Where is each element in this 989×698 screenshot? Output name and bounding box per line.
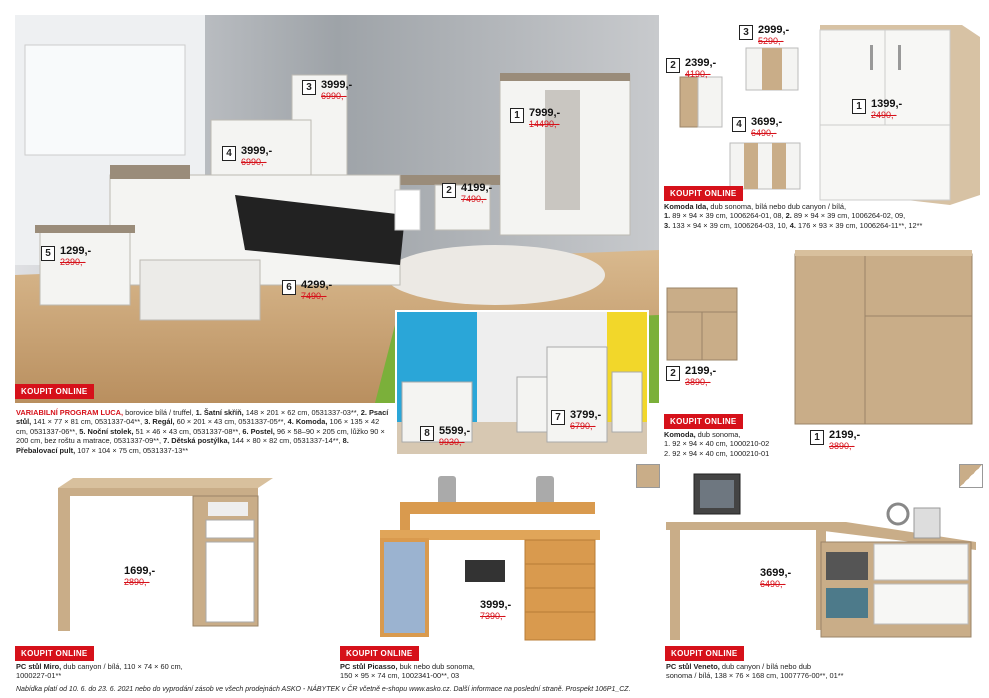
price: 3999,- <box>480 599 512 611</box>
item-number: 4 <box>732 117 746 132</box>
ida-price-3 <box>739 25 789 46</box>
price: 2199,- <box>685 365 717 377</box>
item-number: 5 <box>41 246 55 261</box>
miro-caption: PC stůl Miro, dub canyon / bílá, 110 × 74 × 60 cm, 1000227-01** <box>16 662 183 681</box>
price: 1699,- <box>124 565 156 577</box>
ida-price-1 <box>852 99 902 120</box>
price: 7999,- <box>529 107 561 119</box>
luca-price-7 <box>551 410 601 431</box>
footer-disclaimer: Nabídka platí od 10. 6. do 23. 6. 2021 nebo do vyprodání zásob ve všech prodejnách ASKO - NÁBYTEK v ČR včetně e-shopu www.asko.cz. Další informace na poslední straně. Prospekt 106P1_CZ. <box>16 686 631 693</box>
veneto-price <box>760 568 791 589</box>
old-price: 3890,- <box>829 441 855 451</box>
miro-buy-online-button[interactable]: KOUPIT ONLINE <box>15 646 94 661</box>
ida-caption: Komoda Ida, dub sonoma, bílá nebo dub canyon / bílá, 1. 89 × 94 × 39 cm, 1006264-01, 08, 2. 89 × 94 × 39 cm, 1006264-02, 09, 3. 133 × 94 × 39 cm, 1006264-03, 10, 4. 176 × 93 × 39 cm, 1006264-11**, 12** <box>664 202 923 230</box>
price: 2399,- <box>685 57 717 69</box>
price: 3999,- <box>241 145 273 157</box>
item-number: 1 <box>852 99 866 114</box>
price: 3799,- <box>570 409 602 421</box>
price: 2199,- <box>829 429 861 441</box>
old-price: 7390,- <box>480 611 506 621</box>
veneto-buy-online-button[interactable]: KOUPIT ONLINE <box>665 646 744 661</box>
old-price: 2390,- <box>60 257 86 267</box>
luca-price-1 <box>510 108 560 129</box>
komoda-caption: Komoda, dub sonoma, 1. 92 × 94 × 40 cm, 1000210-02 2. 92 × 94 × 40 cm, 1000210-01 <box>664 430 770 458</box>
color-swatch-oak[interactable] <box>636 464 660 488</box>
old-price: 7490,- <box>301 291 327 301</box>
miro-price <box>124 566 155 587</box>
komoda-buy-online-button[interactable]: KOUPIT ONLINE <box>664 414 743 429</box>
old-price: 4190,- <box>685 69 711 79</box>
old-price: 9930,- <box>439 437 465 447</box>
ida-price-4 <box>732 117 782 138</box>
ida-price-2 <box>666 58 716 79</box>
old-price: 6490,- <box>751 128 777 138</box>
ida-buy-online-button[interactable]: KOUPIT ONLINE <box>664 186 743 201</box>
price: 4299,- <box>301 279 333 291</box>
luca-price-6 <box>282 280 332 301</box>
komoda-price-1 <box>810 430 860 451</box>
luca-price-8 <box>420 426 470 447</box>
old-price: 6990,- <box>241 157 267 167</box>
item-number: 2 <box>666 366 680 381</box>
picasso-caption: PC stůl Picasso, buk nebo dub sonoma, 150 × 95 × 74 cm, 1002341-00**, 03 <box>340 662 475 681</box>
price: 3699,- <box>751 116 783 128</box>
luca-caption: VARIABILNÍ PROGRAM LUCA, borovice bílá / truffel, 1. Šatní skříň, 148 × 201 × 62 cm, 0531337-03**, 2. Psací stůl, 141 × 77 × 81 cm, 0531337-04**, 3. Regál, 60 × 201 × 43 cm, 0531337-05**, 4. Komoda, 106 × 135 × 42 cm, 0531337-06**, 5. Noční stolek, 51 × 46 × 43 cm, 0531337-08**, 6. Postel, 96 × 58–90 × 205 cm, lůžko 90 × 200 cm, bez roštu a matrace, 0531337-09**, 7. Dětská postýlka, 144 × 80 × 82 cm, 0531337-14**, 8. Přebalovací pult, 107 × 104 × 75 cm, 0531337-13** <box>16 408 389 455</box>
old-price: 7490,- <box>461 194 487 204</box>
price: 3699,- <box>760 567 792 579</box>
luca-price-3 <box>302 80 352 101</box>
item-number: 6 <box>282 280 296 295</box>
price: 5599,- <box>439 425 471 437</box>
old-price: 14490,- <box>529 119 560 129</box>
item-number: 2 <box>442 183 456 198</box>
item-number: 7 <box>551 410 565 425</box>
picasso-buy-online-button[interactable]: KOUPIT ONLINE <box>340 646 419 661</box>
old-price: 6490,- <box>760 579 786 589</box>
picasso-price <box>480 600 511 621</box>
item-number: 1 <box>810 430 824 445</box>
komoda-price-2 <box>666 366 716 387</box>
price: 2999,- <box>758 24 790 36</box>
item-number: 4 <box>222 146 236 161</box>
item-number: 1 <box>510 108 524 123</box>
old-price: 5290,- <box>758 36 784 46</box>
item-number: 2 <box>666 58 680 73</box>
price: 1399,- <box>871 98 903 110</box>
price: 1299,- <box>60 245 92 257</box>
item-number: 3 <box>302 80 316 95</box>
old-price: 2490,- <box>871 110 897 120</box>
price: 3999,- <box>321 79 353 91</box>
item-number: 8 <box>420 426 434 441</box>
old-price: 2890,- <box>124 577 150 587</box>
item-number: 3 <box>739 25 753 40</box>
veneto-caption: PC stůl Veneto, dub canyon / bílá nebo dub sonoma / bílá, 138 × 76 × 168 cm, 1007776-00**, 01** <box>666 662 844 681</box>
luca-buy-online-button[interactable]: KOUPIT ONLINE <box>15 384 94 399</box>
veneto-desk-image <box>666 470 984 646</box>
luca-price-2 <box>442 183 492 204</box>
old-price: 6990,- <box>321 91 347 101</box>
miro-desk-image <box>58 478 278 638</box>
komoda-images <box>662 250 982 430</box>
price: 4199,- <box>461 182 493 194</box>
luca-price-4 <box>222 146 272 167</box>
old-price: 3890,- <box>685 377 711 387</box>
luca-price-5 <box>41 246 91 267</box>
old-price: 6790,- <box>570 421 596 431</box>
ida-dresser-images <box>662 15 982 205</box>
